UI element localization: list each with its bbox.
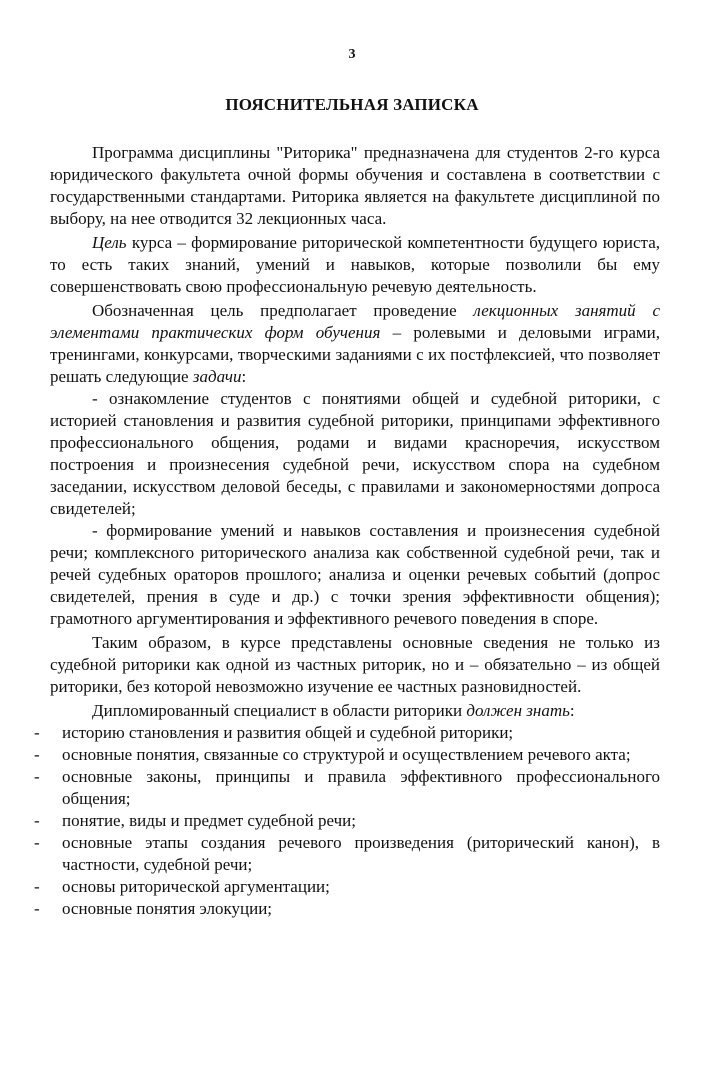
paragraph-must-know xyxy=(50,700,660,722)
list-item: - основные понятия элокуции; xyxy=(34,898,660,920)
list-item: - понятие, виды и предмет судебной речи; xyxy=(34,810,660,832)
list-item: - основные этапы создания речевого произведения (риторический канон), в частности, судебной речи; xyxy=(34,832,660,876)
list-item: - основные понятия, связанные со структурой и осуществлением речевого акта; xyxy=(34,744,660,766)
page-title: ПОЯСНИТЕЛЬНАЯ ЗАПИСКА xyxy=(225,95,479,114)
methods-text-middle: – ролевыми и деловыми играми, тренингами, конкурсами, творческими заданиями с их постфлексией, что позволяет решать следующие xyxy=(50,323,660,386)
must-know-colon: : xyxy=(569,701,575,720)
page-number: 3 xyxy=(348,47,356,62)
methods-emphasis: лекционных занятий с элементами практических форм обучения xyxy=(50,301,660,342)
must-know-text: Дипломированный специалист в области риторики xyxy=(92,701,467,720)
task-item-1: - ознакомление студентов с понятиями общей и судебной риторики, с историей становления и развития судебной риторики, принципами эффективного профессионального общения, родами и видами красноречия, искусством построения и произнесения судебной речи, искусством спора на судебном заседании, искусством деловой беседы, с правилами и закономерностями допроса свидетелей; xyxy=(50,389,660,518)
goal-text: курса – формирование риторической компетентности будущего юриста, то есть таких знаний, умений и навыков, которые позволили бы ему совершенствовать свою профессиональную речевую деятельность. xyxy=(50,233,660,296)
document-body xyxy=(50,142,660,920)
goal-emphasis: Цель xyxy=(92,233,127,252)
list-item: - историю становления и развития общей и судебной риторики; xyxy=(34,722,660,744)
paragraph-methods xyxy=(50,300,660,388)
methods-text-end: : xyxy=(241,367,247,386)
list-item: - основы риторической аргументации; xyxy=(34,876,660,898)
paragraph-goal xyxy=(50,232,660,298)
must-know-list xyxy=(50,722,660,920)
must-know-emphasis: должен знать xyxy=(466,701,570,720)
task-item-2: - формирование умений и навыков составления и произнесения судебной речи; комплексного риторического анализа как собственной судебной речи, так и речей судебных ораторов прошлого; анализа и оценки речевых событий (допрос свидетелей, прения в суде и др.) с точки зрения эффективности общения); грамотного аргументирования и эффективного речевого поведения в споре. xyxy=(50,521,660,628)
methods-text-start: Обозначенная цель предполагает проведение xyxy=(92,301,474,320)
list-item: - основные законы, принципы и правила эффективного профессионального общения; xyxy=(34,766,660,810)
paragraph-summary: Таким образом, в курсе представлены основные сведения не только из судебной риторики как одной из частных риторик, но и – обязательно – из общей риторики, без которой невозможно изучение ее частных разновидностей. xyxy=(50,633,660,696)
tasks-emphasis: задачи xyxy=(192,367,242,386)
paragraph-program: Программа дисциплины "Риторика" предназначена для студентов 2-го курса юридического факультета очной формы обучения и составлена в соответствии с государственными стандартами. Риторика является на факультете дисциплиной по выбору, на нее отводится 32 лекционных часа. xyxy=(50,143,660,228)
